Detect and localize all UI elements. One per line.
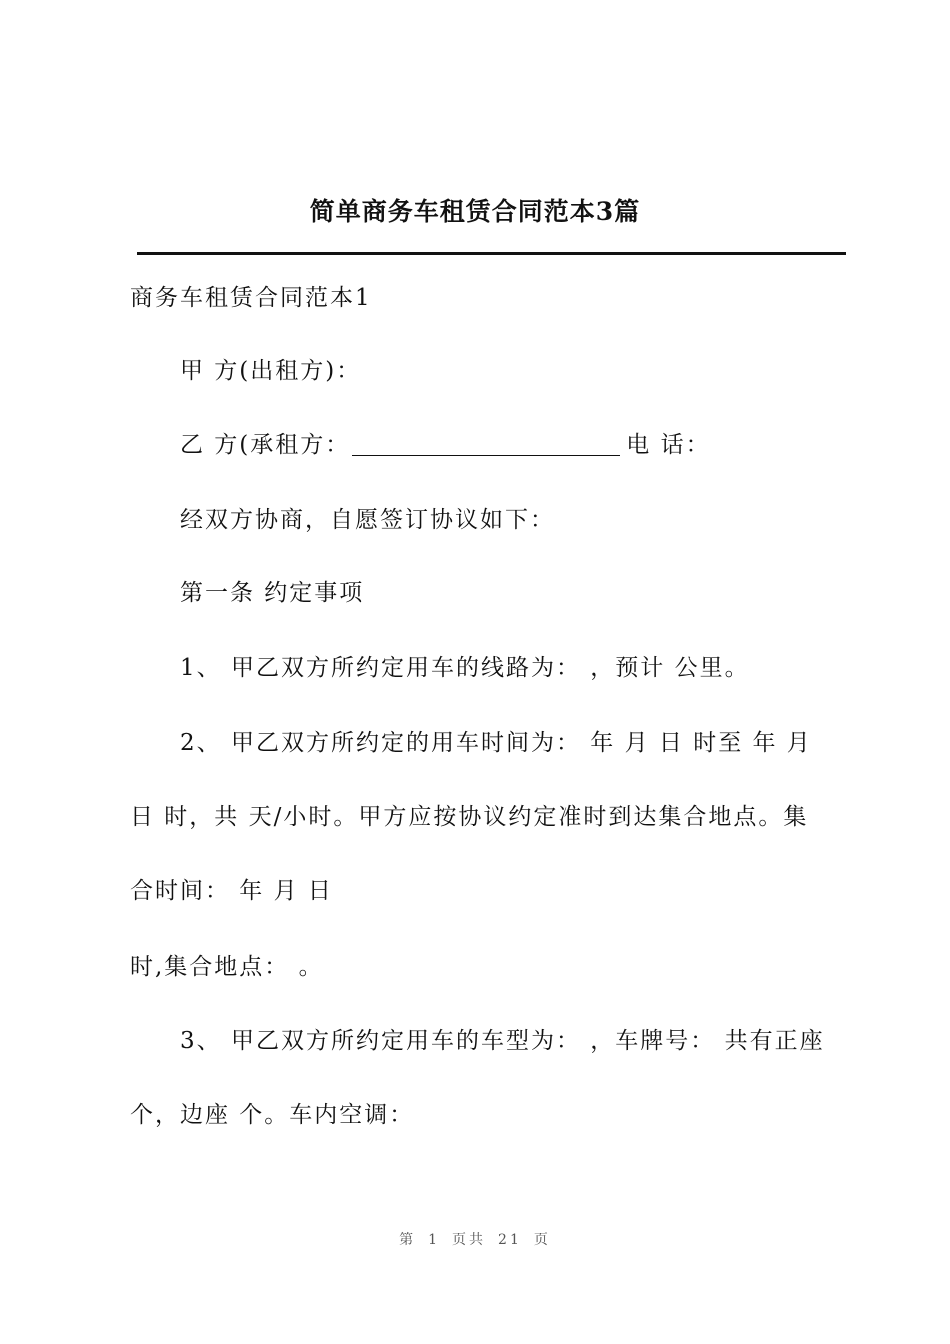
title-divider <box>137 252 846 255</box>
item-2-line-1: 2、 甲乙双方所约定的用车时间为： 年 月 日 时至 年 月 <box>180 730 812 756</box>
footer-prefix: 第 <box>399 1232 417 1248</box>
footer-total-pages: 21 <box>498 1232 522 1248</box>
item-2-line-3: 合时间： 年 月 日 <box>130 878 333 904</box>
intro-line: 经双方协商，自愿签订协议如下： <box>180 507 555 533</box>
item-2-line-2: 日 时，共 天/小时。甲方应按协议约定准时到达集合地点。集 <box>130 804 809 830</box>
party-b-label: 乙 方(承租方： <box>180 432 351 458</box>
footer-suffix: 页 <box>533 1232 551 1248</box>
item-3-line-1: 3、 甲乙双方所约定用车的车型为： ，车牌号： 共有正座 <box>180 1028 825 1054</box>
party-b-line <box>180 430 711 460</box>
party-b-phone-label: 电 话： <box>626 432 711 458</box>
section-heading: 商务车租赁合同范本1 <box>130 285 372 311</box>
article-1-heading: 第一条 约定事项 <box>180 580 365 606</box>
item-1-line: 1、 甲乙双方所约定用车的线路为： ，预计 公里。 <box>180 655 750 681</box>
item-3-line-2: 个，边座 个。车内空调： <box>130 1102 415 1128</box>
document-title: 简单商务车租赁合同范本3篇 <box>309 197 641 226</box>
party-a-line: 甲 方(出租方)： <box>180 358 362 384</box>
party-b-blank <box>352 433 620 456</box>
footer-page-number: 1 <box>428 1232 441 1248</box>
page-footer <box>0 1229 950 1249</box>
footer-mid: 页共 <box>452 1232 487 1248</box>
item-2-line-4: 时,集合地点： 。 <box>130 954 324 980</box>
